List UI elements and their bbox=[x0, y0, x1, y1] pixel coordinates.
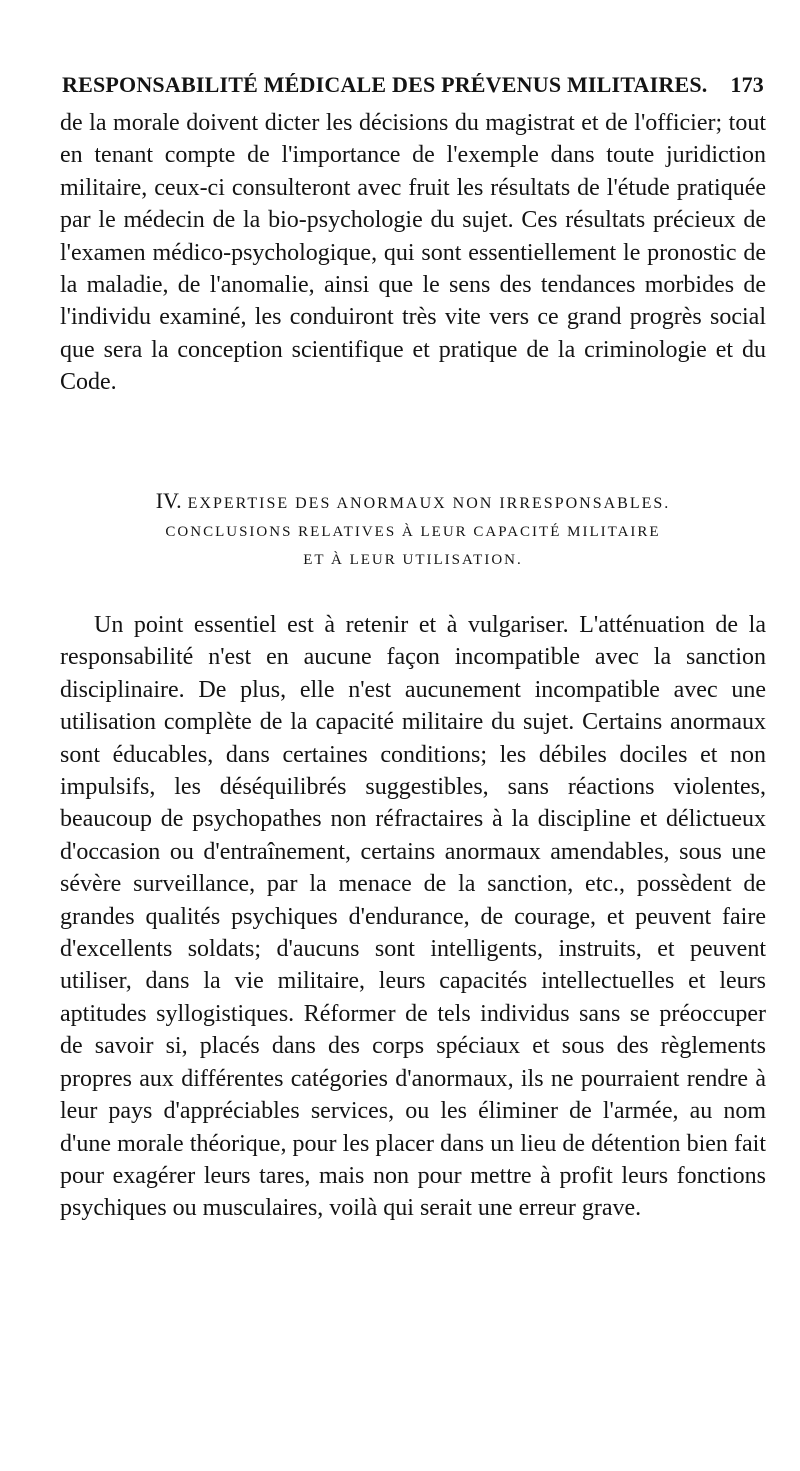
paragraph-text: de la morale doivent dicter les décisions du magistrat et de l'officier; tout en tenant compte de l'importance de l'exemple dans toute juridiction militaire, ceux-ci consulteront avec fruit les résultats de l'étude pratiquée par le médecin de la bio-psychologie du sujet. Ces résultats précieux de l'examen médico-psychologique, qui sont essentiellement le pronostic de la maladie, de l'anomalie, ainsi que le sens des tendances morbides de l'individu examiné, les conduiront très vite vers ce grand progrès social que sera la conception scientifique et pratique de la criminologie et du Code. bbox=[60, 110, 766, 396]
page-number: 173 bbox=[730, 72, 764, 97]
section-title-line-2: CONCLUSIONS RELATIVES À LEUR CAPACITÉ MILITAIRE bbox=[165, 524, 661, 540]
section-title-line-1 bbox=[60, 487, 766, 518]
section-title-text: EXPERTISE DES ANORMAUX NON IRRESPONSABLES. bbox=[187, 495, 671, 512]
running-header bbox=[62, 72, 764, 106]
paragraph-continuation bbox=[60, 107, 766, 399]
running-title: RESPONSABILITÉ MÉDICALE DES PRÉVENUS MILITAIRES. bbox=[62, 72, 708, 97]
paragraph-text: Un point essentiel est à retenir et à vulgariser. L'atténuation de la responsabilité n'est en aucune façon incompatible avec la sanction disciplinaire. De plus, elle n'est aucunement incompatible avec une utilisation complète de la capacité militaire du sujet. Certains anormaux sont éducables, dans certaines conditions; les débiles dociles et non impulsifs, les déséquilibrés suggestibles, sans réactions violentes, beaucoup de psychopathes non réfractaires à la discipline et délictueux d'occasion ou d'entraînement, certains anormaux amendables, sous une sévère surveillance, par la menace de la sanction, etc., possèdent de grandes qualités psychiques d'endurance, de courage, et peuvent faire d'excellents soldats; d'aucuns sont intelligents, instruits, et peuvent utiliser, dans la vie militaire, leurs capacités intellectuelles et leurs aptitudes syllogistiques. Réformer de tels individus sans se préoccuper de savoir si, placés dans des corps spéciaux et sous des règlements propres aux différentes catégories d'anormaux, ils ne pourraient rendre à leur pays d'appréciables services, ou les éliminer de l'armée, au nom d'une morale théorique, pour les placer dans un lieu de détention bien fait pour exagérer leurs tares, mais non pour mettre à profit leurs fonctions psychiques ou musculaires, voilà qui serait une erreur grave. bbox=[60, 612, 766, 1222]
section-numeral: IV. bbox=[155, 488, 182, 513]
section-heading bbox=[60, 487, 766, 574]
section-title-line-3: ET À LEUR UTILISATION. bbox=[303, 552, 523, 568]
paragraph-main bbox=[60, 609, 766, 1225]
